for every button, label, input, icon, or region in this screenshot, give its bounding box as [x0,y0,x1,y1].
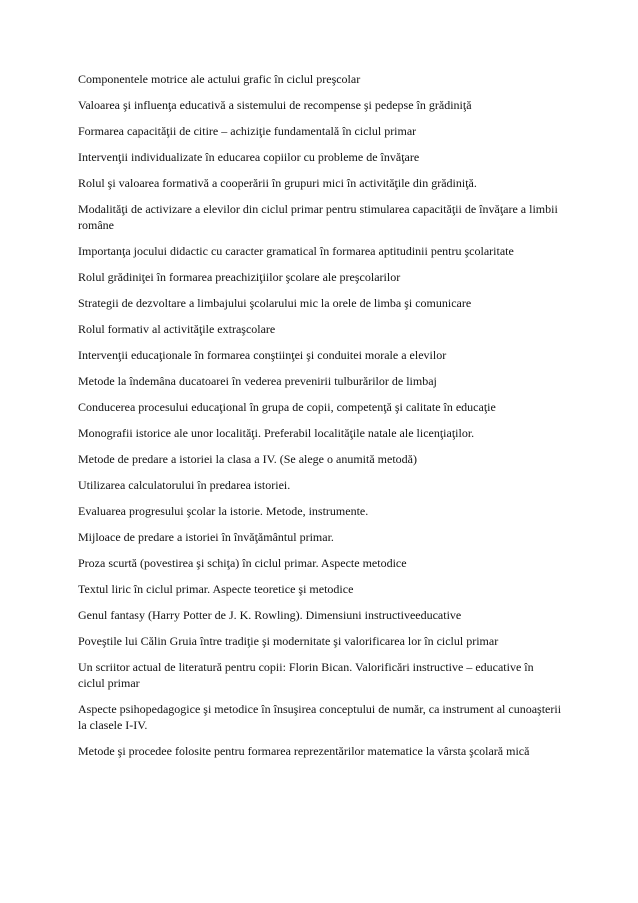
list-item: Rolul grădiniţei în formarea preachiziţiilor şcolare ale preşcolarilor [78,270,401,284]
list-item: Intervenţii educaţionale în formarea conştiinţei şi conduitei morale a elevilor [78,348,447,362]
list-item: Metode de predare a istoriei la clasa a IV. (Se alege o anumită metodă) [78,452,417,466]
list-item: Proza scurtă (povestirea şi schiţa) în ciclul primar. Aspecte metodice [78,556,407,570]
list-item: Mijloace de predare a istoriei în învăţământul primar. [78,530,334,544]
list-item: Rolul formativ al activităţile extraşcolare [78,322,276,336]
list-item: Formarea capacităţii de citire – achiziţie fundamentală în ciclul primar [78,124,417,138]
list-item: Poveştile lui Călin Gruia între tradiţie şi modernitate şi valorificarea lor în ciclul primar [78,634,499,648]
list-item: Componentele motrice ale actului grafic în ciclul preşcolar [78,72,361,86]
list-item: Importanţa jocului didactic cu caracter gramatical în formarea aptitudinii pentru şcolaritate [78,244,514,258]
thesis-topics-list [78,71,563,769]
list-item: Textul liric în ciclul primar. Aspecte teoretice şi metodice [78,582,354,596]
list-item: Valoarea şi influenţa educativă a sistemului de recompense şi pedepse în grădiniţă [78,98,472,112]
list-item: Un scriitor actual de literatură pentru copii: Florin Bican. Valorificări instructive – educative în ciclul primar [78,660,534,690]
list-item: Strategii de dezvoltare a limbajului şcolarului mic la orele de limba şi comunicare [78,296,472,310]
list-item: Modalităţi de activizare a elevilor din ciclul primar pentru stimularea capacităţii de învăţare a limbii române [78,202,558,232]
list-item: Conducerea procesului educaţional în grupa de copii, competenţă şi calitate în educaţie [78,400,496,414]
list-item: Rolul şi valoarea formativă a cooperării în grupuri mici în activităţile din grădiniţă. [78,176,477,190]
list-item: Intervenţii individualizate în educarea copiilor cu probleme de învăţare [78,150,420,164]
list-item: Metode la îndemâna ducatoarei în vederea prevenirii tulburărilor de limbaj [78,374,437,388]
list-item: Utilizarea calculatorului în predarea istoriei. [78,478,291,492]
list-item: Genul fantasy (Harry Potter de J. K. Rowling). Dimensiuni instructiveeducative [78,608,462,622]
list-item: Evaluarea progresului şcolar la istorie. Metode, instrumente. [78,504,369,518]
list-item: Aspecte psihopedagogice şi metodice în însuşirea conceptului de număr, ca instrument al cunoaşterii la clasele I-IV. [78,702,562,732]
list-item: Metode şi procedee folosite pentru formarea reprezentărilor matematice la vârsta şcolară mică [78,744,530,758]
list-item: Monografii istorice ale unor localităţi. Preferabil localităţile natale ale licenţiaţilor. [78,426,475,440]
